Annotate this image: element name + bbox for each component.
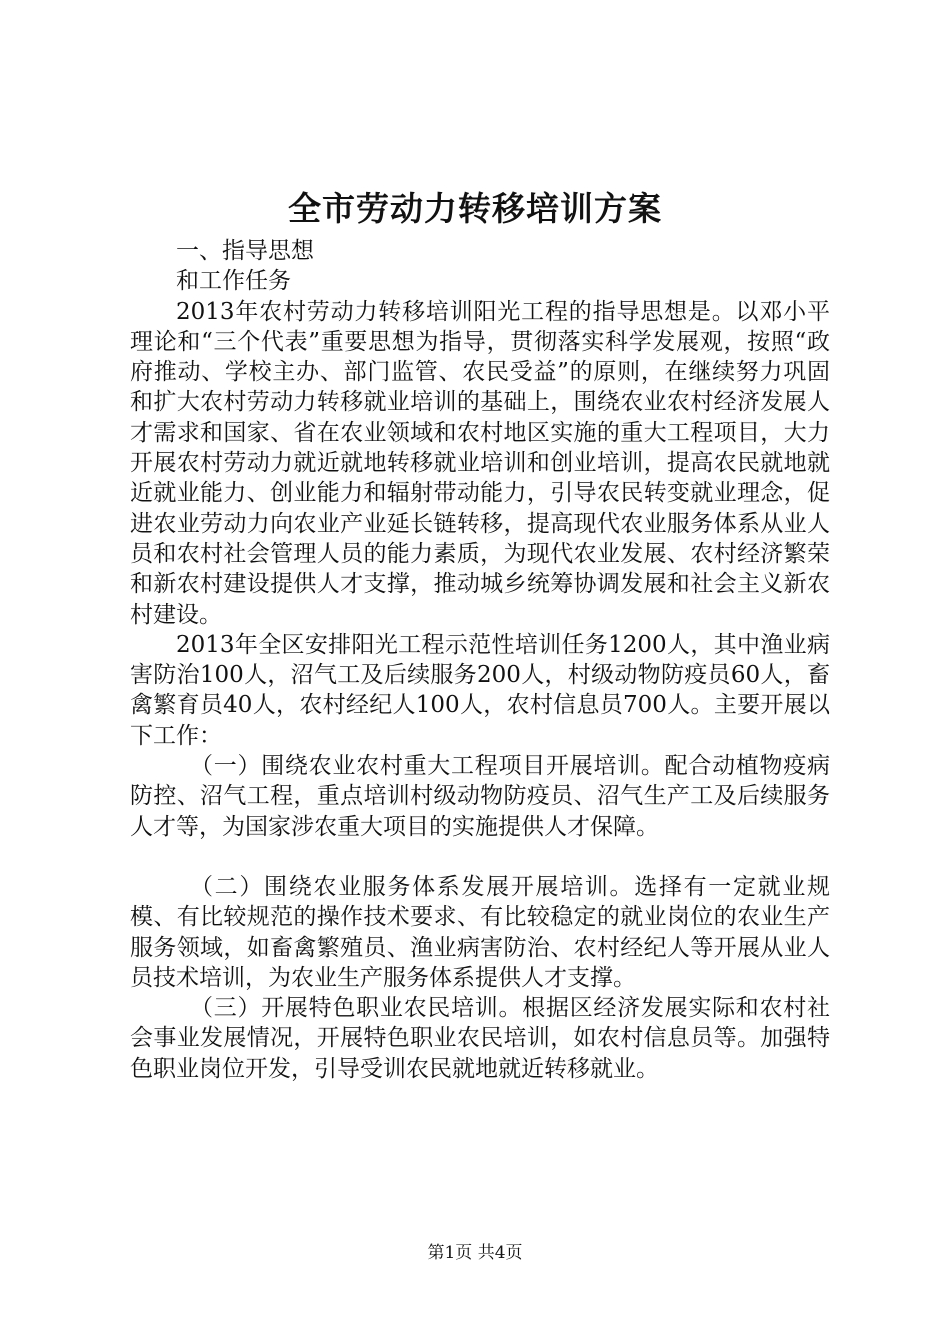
section-heading-continued: 和工作任务 (176, 268, 291, 295)
paragraph-item-2: （二）围绕农业服务体系发展开展培训。选择有一定就业规模、有比较规范的操作技术要求、有比较稳定的就业岗位的农业生产服务领域，如畜禽繁殖员、渔业病害防治、农村经纪人等开展从业人员技术培训，为农业生产服务体系提供人才支撑。 (130, 873, 830, 991)
page-footer: 第1页 共4页 (427, 1243, 523, 1263)
document-body (130, 236, 830, 1084)
paragraph-guiding-ideology: 2013年农村劳动力转移培训阳光工程的指导思想是。以邓小平理论和“三个代表”重要思想为指导，贯彻落实科学发展观，按照“政府推动、学校主办、部门监管、农民受益”的原则，在继续努力巩固和扩大农村劳动力转移就业培训的基础上，围绕农业农村经济发展人才需求和国家、省在农业领域和农村地区实施的重大工程项目，大力开展农村劳动力就近就地转移就业培训和创业培训，提高农民就地就近就业能力、创业能力和辐射带动能力，引导农民转变就业理念，促进农业劳动力向农业产业延长链转移，提高现代农业服务体系从业人员和农村社会管理人员的能力素质，为现代农业发展、农村经济繁荣和新农村建设提供人才支撑，推动城乡统筹协调发展和社会主义新农村建设。 (130, 298, 830, 628)
paragraph-gap (130, 842, 830, 872)
paragraph-training-tasks: 2013年全区安排阳光工程示范性培训任务1200人，其中渔业病害防治100人，沼气工及后续服务200人，村级动物防疫员60人，畜禽繁育员40人，农村经纪人100人，农村信息员700人。主要开展以下工作： (130, 631, 830, 749)
section-heading: 一、指导思想 (176, 238, 314, 264)
document-title: 全市劳动力转移培训方案 (288, 189, 662, 228)
paragraph-item-1: （一）围绕农业农村重大工程项目开展培训。配合动植物疫病防控、沼气工程，重点培训村级动物防疫员、沼气生产工及后续服务人才等，为国家涉农重大项目的实施提供人才保障。 (130, 753, 830, 840)
paragraph-item-3: （三）开展特色职业农民培训。根据区经济发展实际和农村社会事业发展情况，开展特色职业农民培训，如农村信息员等。加强特色职业岗位开发，引导受训农民就地就近转移就业。 (130, 995, 830, 1082)
